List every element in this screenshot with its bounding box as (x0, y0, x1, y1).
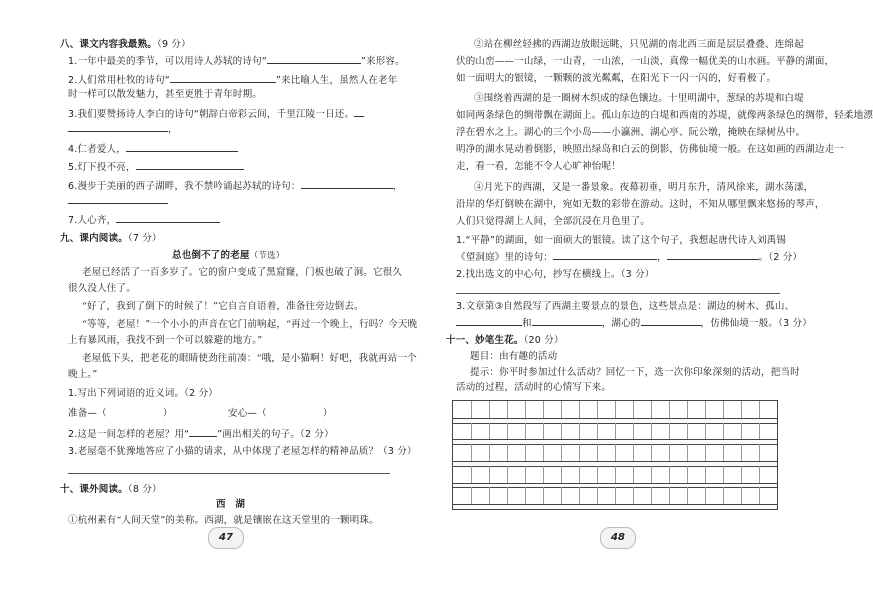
grid-cell-divider (525, 401, 526, 418)
grid-cell-divider (741, 444, 742, 461)
grid-cell-divider (597, 487, 598, 504)
s10-passage-line: ①杭州素有“人间天堂”的美称。西湖，就是镶嵌在这天堂里的一颗明珠。 (68, 515, 379, 526)
s9-q1-w1-label: 准备—（ (68, 408, 107, 419)
s8-question-4 (68, 142, 238, 156)
grid-cell-divider (525, 444, 526, 461)
section-11-score: （20 分） (523, 335, 564, 346)
grid-cell-divider (687, 401, 688, 418)
section-8-heading (60, 38, 191, 51)
s9-question-2 (68, 427, 334, 441)
r-q2-answer-line[interactable] (456, 293, 780, 294)
grid-cell-divider (471, 401, 472, 418)
grid-cell-divider (471, 444, 472, 461)
section-10-title: 十、课外阅读。 (60, 484, 128, 495)
r-passage-line: 伏的山峦——一山绿，一山青，一山浓，一山淡，真像一幅优美的山水画。平静的湖面， (456, 56, 835, 67)
s9-passage-heading (172, 249, 284, 263)
s8-question-5 (68, 160, 244, 174)
s9-q1-word-1 (68, 407, 173, 420)
s8-q7-text: 7.人心齐， (68, 215, 117, 226)
r-q3-end: ，仿佛仙境一般。（3 分） (700, 318, 812, 329)
grid-cell-divider (669, 444, 670, 461)
r-q3-blank-3[interactable] (641, 316, 701, 326)
grid-cell-divider (687, 423, 688, 440)
r-question-1: 1.“平静”的湖面，如一面硕大的银镜。读了这个句子，我想起唐代诗人刘禹锡 (456, 235, 787, 246)
grid-cell-divider (579, 401, 580, 418)
grid-row-line (453, 461, 777, 462)
grid-cell-divider (705, 401, 706, 418)
grid-row-line (453, 439, 777, 440)
s9-q2-text-end: ”画出相关的句子。（2 分） (217, 429, 334, 440)
grid-cell-divider (543, 444, 544, 461)
grid-cell-divider (633, 423, 634, 440)
grid-cell-divider (507, 487, 508, 504)
s11-hint-line: 活动的过程，活动时的心情写下来。 (456, 382, 612, 393)
grid-cell-divider (543, 487, 544, 504)
grid-cell-divider (759, 423, 760, 440)
s8-q6-blank-2[interactable] (68, 194, 168, 204)
s8-q2-blank[interactable] (170, 73, 276, 83)
grid-cell-divider (759, 487, 760, 504)
s9-q1-word-2 (228, 407, 333, 420)
section-10-score: （8 分） (127, 484, 162, 495)
grid-cell-divider (489, 444, 490, 461)
grid-cell-divider (489, 487, 490, 504)
s8-q4-blank[interactable] (126, 142, 238, 152)
grid-cell-divider (705, 423, 706, 440)
s9-passage-line: 上有暴风雨，我找不到一个可以躲避的地方。” (68, 335, 263, 346)
s9-passage-note: （节选） (249, 251, 285, 261)
grid-cell-divider (615, 423, 616, 440)
s11-topic: 题目：由有趣的活动 (470, 351, 558, 362)
grid-cell-divider (651, 487, 652, 504)
grid-cell-divider (543, 401, 544, 418)
s8-q1-text: 1.一年中最美的季节，可以用诗人苏轼的诗句“ (68, 56, 267, 67)
s8-q2-text-end: ”来比喻人生，虽然人在老年 (275, 75, 398, 86)
section-9-title: 九、课内阅读。 (60, 233, 128, 244)
grid-cell-divider (705, 444, 706, 461)
s8-q6-comma: ， (392, 181, 403, 192)
s8-q2-continued: 时一样可以散发魅力，甚至更胜于青年时期。 (68, 89, 263, 100)
grid-cell-divider (687, 466, 688, 483)
s9-question-1: 1.写出下列词语的近义词。（2 分） (68, 388, 218, 399)
section-8-score: （9 分） (157, 39, 191, 50)
s9-passage-line: 很久没人住了。 (68, 283, 136, 294)
grid-cell-divider (705, 487, 706, 504)
grid-cell-divider (723, 401, 724, 418)
grid-cell-divider (597, 401, 598, 418)
s8-q6-text: 6.漫步于美丽的西子湖畔，我不禁吟诵起苏轼的诗句： (68, 181, 301, 192)
grid-cell-divider (525, 487, 526, 504)
s9-passage-title: 总也倒不了的老屋 (172, 250, 250, 261)
grid-row-line (453, 504, 777, 505)
r-q1-line-2 (456, 250, 802, 264)
s9-passage-line: 老屋低下头，把老花的眼睛使劲往前凑：“哦，是小猫啊！好吧，我就再站一个 (82, 353, 417, 364)
s9-q1-w1-close: ） (162, 408, 173, 419)
r-passage-line: 如一面明大的银镜，一颗颗的波光粼粼，在阳光下一闪一闪的，好看极了。 (456, 73, 777, 84)
s9-q3-answer-line[interactable] (68, 473, 390, 474)
grid-cell-divider (507, 444, 508, 461)
section-11-title: 十一、妙笔生花。 (446, 335, 524, 346)
r-q1-end: 。（2 分） (758, 252, 803, 263)
grid-cell-divider (741, 487, 742, 504)
grid-cell-divider (723, 466, 724, 483)
page-number: 48 (600, 527, 636, 549)
s8-q4-text: 4.仁者爱人， (68, 144, 126, 155)
grid-cell-divider (561, 444, 562, 461)
grid-cell-divider (561, 487, 562, 504)
grid-cell-divider (651, 466, 652, 483)
s10-passage-title: 西 湖 (216, 499, 246, 510)
grid-cell-divider (561, 466, 562, 483)
grid-cell-divider (615, 487, 616, 504)
s8-question-7 (68, 213, 220, 227)
s8-question-6 (68, 179, 402, 193)
grid-cell-divider (633, 466, 634, 483)
s9-q2-text: 2.这是一间怎样的老屋？用“ (68, 429, 190, 440)
r-passage-line: 浮在碧水之上。湖心的三个小岛——小瀛洲、湖心亭、阮公墩，掩映在绿树丛中。 (456, 127, 806, 138)
r-q1-blank-1[interactable] (553, 250, 657, 260)
s8-q3-blank[interactable] (354, 107, 364, 117)
grid-cell-divider (669, 423, 670, 440)
r-q3-blank-2[interactable] (532, 316, 602, 326)
grid-cell-divider (651, 401, 652, 418)
writing-grid[interactable] (452, 400, 778, 510)
grid-cell-divider (489, 423, 490, 440)
section-9-heading (60, 232, 162, 245)
grid-cell-divider (597, 444, 598, 461)
grid-cell-divider (741, 466, 742, 483)
r-passage-line: ③围绕着西湖的是一圈树木织成的绿色镶边。十里明湖中，葱绿的苏堤和白堤 (474, 93, 804, 104)
grid-cell-divider (579, 466, 580, 483)
page-number: 47 (208, 527, 244, 549)
section-8-title: 八、课文内容我最熟。 (60, 39, 158, 50)
s8-q3-blank-2[interactable] (68, 122, 168, 132)
section-10-heading (60, 483, 162, 496)
s9-passage-line: 晚上。” (68, 369, 98, 380)
grid-cell-divider (615, 401, 616, 418)
grid-cell-divider (525, 466, 526, 483)
s8-q7-blank[interactable] (116, 213, 220, 223)
grid-cell-divider (489, 466, 490, 483)
grid-cell-divider (471, 423, 472, 440)
grid-cell-divider (615, 466, 616, 483)
r-passage-line: 沿岸的华灯倒映在湖中，宛如无数的彩带在游动。这时，不知从哪里飘来悠扬的琴声， (456, 199, 825, 210)
grid-cell-divider (561, 401, 562, 418)
s8-q3-end: ， (168, 124, 178, 135)
s8-question-2 (68, 73, 397, 87)
r-q1-blank-2[interactable] (667, 250, 759, 260)
s8-q6-line-2 (68, 194, 168, 208)
s8-q5-blank[interactable] (136, 160, 244, 170)
grid-cell-divider (759, 466, 760, 483)
section-11-heading (446, 334, 564, 347)
r-q3-line-2 (456, 316, 812, 330)
s8-q3-text: 3.我们要赞扬诗人李白的诗句“朝辞白帝彩云间，千里江陵一日还。 (68, 109, 355, 120)
r-q3-and: 和 (522, 318, 532, 329)
s8-q1-text-end: ”来形容。 (360, 56, 405, 67)
grid-cell-divider (651, 423, 652, 440)
grid-cell-divider (669, 487, 670, 504)
r-q1-comma: ， (657, 252, 667, 263)
r-q1-text: 《望洞庭》里的诗句： (456, 252, 554, 263)
s9-q1-w2-label: 安心—（ (228, 408, 267, 419)
s9-passage-line: “好了，我到了倒下的时候了！”它自言自语着，准备往旁边倒去。 (82, 301, 364, 312)
grid-cell-divider (723, 423, 724, 440)
grid-cell-divider (543, 466, 544, 483)
grid-cell-divider (669, 466, 670, 483)
grid-cell-divider (687, 487, 688, 504)
s8-q3-line-2 (68, 122, 178, 136)
s8-question-3 (68, 107, 364, 121)
r-passage-line: ④月光下的西湖，又是一番景象。夜幕初垂，明月东升，清风徐来，湖水荡漾， (474, 182, 814, 193)
s9-q2-line-sample (189, 427, 217, 437)
r-q3-blank-1[interactable] (456, 316, 522, 326)
left-page (0, 0, 418, 589)
grid-cell-divider (579, 444, 580, 461)
grid-cell-divider (561, 423, 562, 440)
s9-question-3: 3.老屋毫不犹豫地答应了小猫的请求，从中体现了老屋怎样的精神品质？（3 分） (68, 446, 417, 457)
grid-cell-divider (471, 487, 472, 504)
r-question-2: 2.找出选文的中心句，抄写在横线上。（3 分） (456, 269, 655, 280)
grid-cell-divider (471, 466, 472, 483)
s8-q6-blank[interactable] (301, 179, 393, 189)
r-passage-line: ②站在柳丝轻拂的西湖边放眼远眺，只见湖的南北西三面是层层叠叠、连绵起 (474, 39, 804, 50)
s8-question-1 (68, 54, 405, 68)
grid-row-line (453, 483, 777, 484)
grid-cell-divider (489, 401, 490, 418)
grid-cell-divider (597, 466, 598, 483)
grid-cell-divider (633, 401, 634, 418)
grid-cell-divider (615, 444, 616, 461)
r-passage-line: 如同两条绿色的绸带飘在湖面上。孤山东边的白堤和西南的苏堤，就像两条绿色的绸带，轻柔地漂 (456, 110, 873, 121)
grid-cell-divider (579, 487, 580, 504)
grid-cell-divider (723, 487, 724, 504)
grid-cell-divider (669, 401, 670, 418)
s9-passage-line: “等等，老屋！”一个小小的声音在它门前响起，“再过一个晚上，行吗？今天晚 (82, 319, 418, 330)
grid-cell-divider (507, 401, 508, 418)
grid-row-line (453, 418, 777, 419)
s9-q1-w2-close: ） (322, 408, 333, 419)
grid-cell-divider (759, 444, 760, 461)
r-q3-text: ，湖心的 (601, 318, 641, 329)
grid-cell-divider (723, 444, 724, 461)
section-9-score: （7 分） (127, 233, 162, 244)
grid-cell-divider (579, 423, 580, 440)
grid-cell-divider (597, 423, 598, 440)
grid-cell-divider (525, 423, 526, 440)
r-question-3: 3.文章第③自然段写了西湖主要景点的景色，这些景点是：湖边的树木、孤山、 (456, 301, 795, 312)
s8-q1-blank[interactable] (267, 54, 361, 64)
grid-cell-divider (687, 444, 688, 461)
grid-cell-divider (741, 423, 742, 440)
s8-q2-text: 2.人们常用杜牧的诗句“ (68, 75, 170, 86)
s8-q5-text: 5.灯下投不亮， (68, 162, 136, 173)
grid-cell-divider (705, 466, 706, 483)
r-passage-line: 走，看一看，怎能不令人心旷神怡呢！ (456, 161, 621, 172)
grid-cell-divider (759, 401, 760, 418)
r-passage-line: 明净的湖水晃动着倒影，映照出绿岛和白云的倒影，仿佛仙境一般。在这如画的西湖边走一 (456, 144, 845, 155)
s9-passage-line: 老屋已经活了一百多岁了。它的窗户变成了黑窟窿，门板也破了洞。它很久 (82, 267, 403, 278)
s11-hint-line: 提示：你平时参加过什么活动？回忆一下，选一次你印象深刻的活动，把当时 (470, 367, 800, 378)
grid-cell-divider (741, 401, 742, 418)
grid-cell-divider (507, 466, 508, 483)
grid-cell-divider (633, 444, 634, 461)
grid-cell-divider (633, 487, 634, 504)
grid-cell-divider (507, 423, 508, 440)
grid-cell-divider (651, 444, 652, 461)
grid-cell-divider (543, 423, 544, 440)
r-passage-line: 人们只觉得湖上人间，全部沉浸在月色里了。 (456, 216, 651, 227)
